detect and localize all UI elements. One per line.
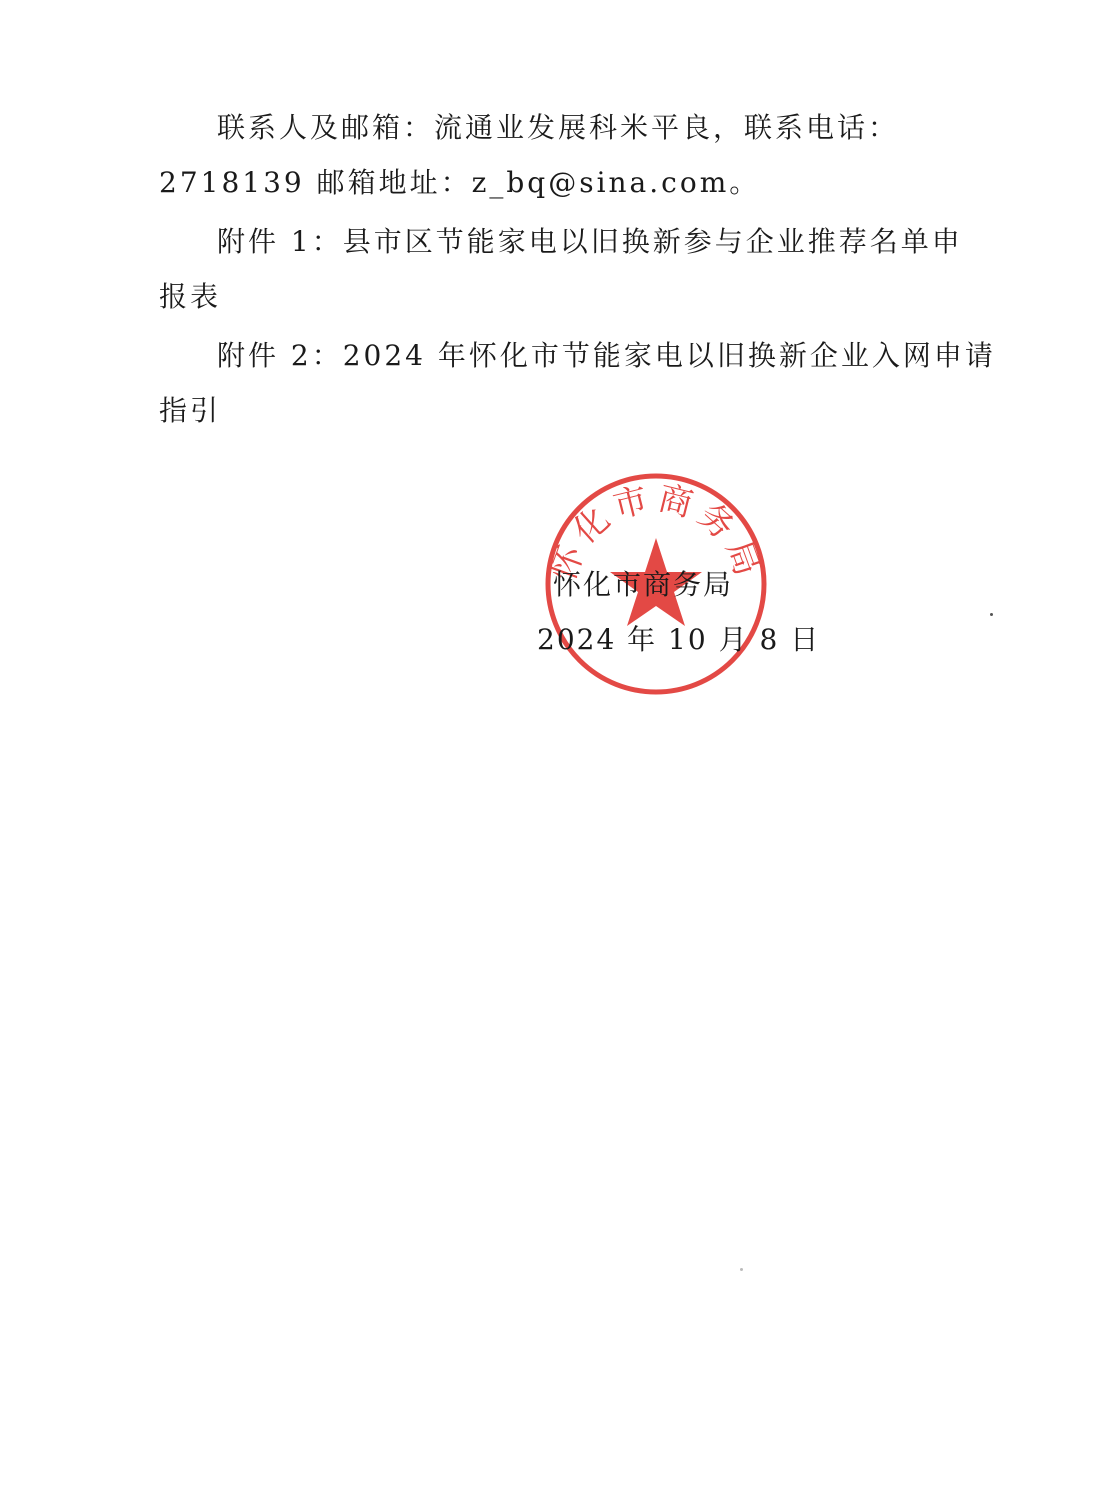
contact-line-2: 2718139 邮箱地址：z_bq@sina.com。 [159,166,761,199]
scan-speck [740,1268,743,1271]
attachment-1-line-2: 报表 [159,280,222,313]
attachment-1-line-1: 附件 1：县市区节能家电以旧换新参与企业推荐名单申 [217,225,963,258]
issuing-organization: 怀化市商务局 [553,568,734,601]
contact-line-1: 联系人及邮箱：流通业发展科米平良，联系电话： [217,111,900,144]
attachment-2-line-2: 指引 [159,394,222,427]
issue-date: 2024 年 10 月 8 日 [537,623,821,656]
attachment-2-line-1: 附件 2：2024 年怀化市节能家电以旧换新企业入网申请 [217,339,996,372]
seal-ring-text: 怀化市商务局 [542,478,770,587]
scan-speck [990,613,993,616]
